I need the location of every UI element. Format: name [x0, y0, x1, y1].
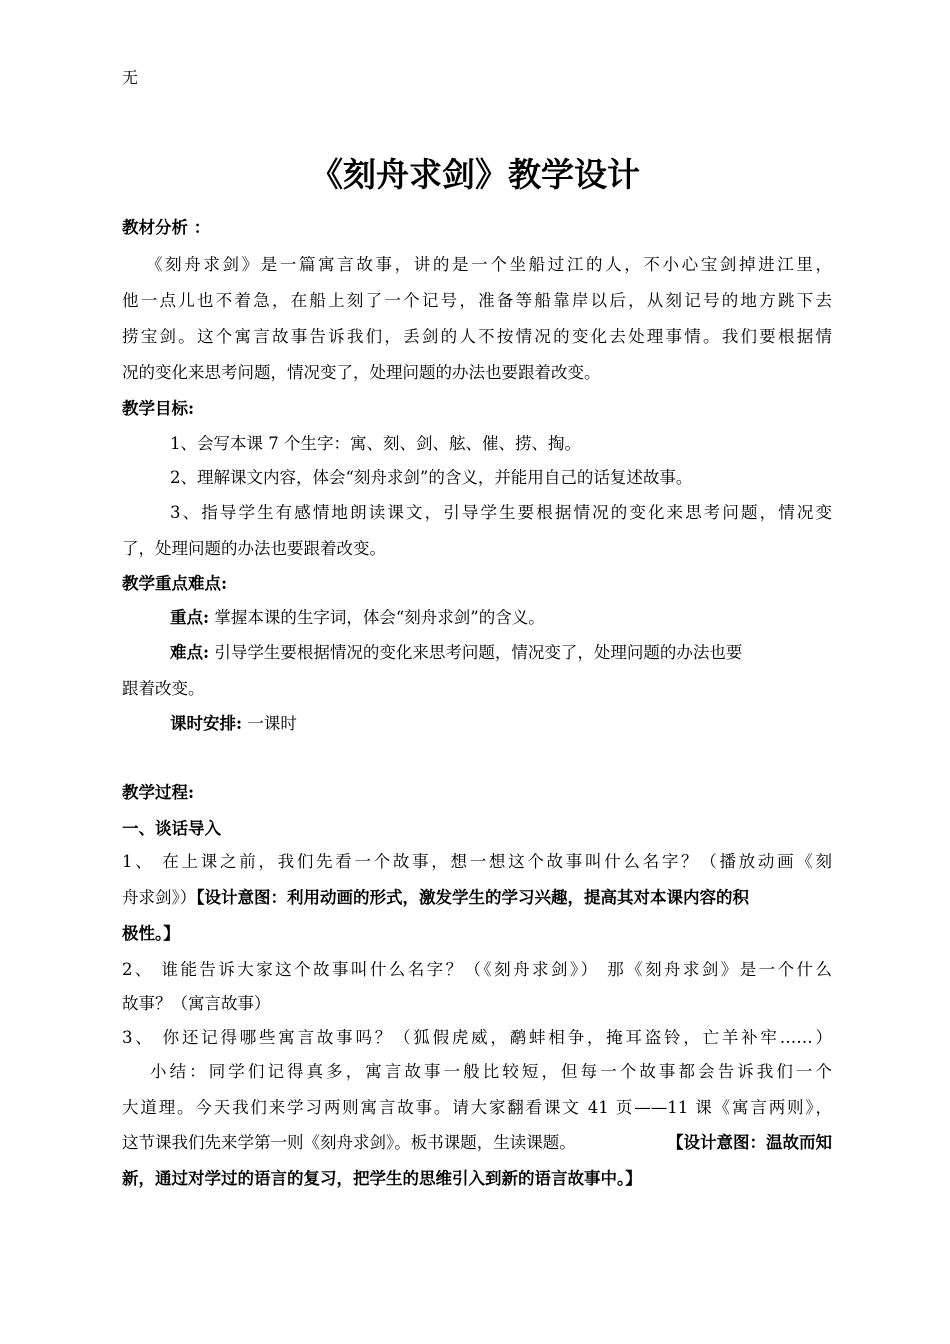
question-1-line-1: 1、 在上课之前，我们先看一个故事，想一想这个故事叫什么名字？（播放动画《刻: [122, 852, 832, 871]
document-title: 《刻舟求剑》教学设计: [310, 155, 640, 194]
analysis-line-3: 捞宝剑。这个寓言故事告诉我们，丢剑的人不按情况的变化去处理事情。我们要根据情: [122, 327, 832, 346]
section-1-heading: 一、谈话导入: [122, 819, 221, 838]
analysis-heading: 教材分析 ：: [122, 218, 211, 237]
objective-item-3: 3、指导学生有感情地朗读课文，引导学生要根据情况的变化来思考问题，情况变: [170, 503, 832, 522]
key-point-text: 掌握本课的生字词，体会“刻舟求剑”的含义。: [214, 608, 545, 627]
question-2-line-2: 故事？（寓言故事）: [122, 994, 271, 1013]
question-1-line-2: [122, 886, 832, 910]
difficult-point-text: 引导学生要根据情况的变化来思考问题，情况变了，处理问题的办法也要: [214, 643, 743, 662]
analysis-line-4: 况的变化来思考问题，情况变了，处理问题的办法也要跟着改变。: [122, 363, 601, 382]
difficult-point-label: 难点:: [170, 643, 210, 662]
objective-item-3-cont: 了，处理问题的办法也要跟着改变。: [122, 539, 386, 558]
objective-item-2: 2、理解课文内容，体会“刻舟求剑”的含义，并能用自己的话复述故事。: [170, 468, 693, 487]
analysis-line-2: 他一点儿也不着急，在船上刻了一个记号，准备等船靠岸以后，从刻记号的地方跳下去: [122, 291, 832, 310]
question-3-line-1: 3、 你还记得哪些寓言故事吗？（狐假虎威，鹬蚌相争，掩耳盗铃，亡羊补牢……）: [122, 1028, 832, 1047]
difficult-point-row: [170, 641, 832, 665]
design-intent-2: 【设计意图：温故而知: [667, 1133, 832, 1152]
objectives-heading: 教学目标:: [122, 399, 195, 418]
page-header-text: 无: [122, 68, 139, 87]
summary-line-3: [122, 1131, 832, 1155]
schedule-label: 课时安排:: [170, 714, 243, 733]
summary-line-3-text: 这节课我们先来学第一则《刻舟求剑》。板书课题，生读课题。: [122, 1133, 576, 1152]
objective-item-1: 1、会写本课 7 个生字：寓、刻、剑、舷、催、捞、掏。: [170, 434, 581, 453]
key-point-row: [170, 606, 832, 630]
schedule-row: [170, 712, 832, 736]
analysis-line-1: 《刻舟求剑》是一篇寓言故事，讲的是一个坐船过江的人，不小心宝剑掉进江里，: [146, 255, 832, 274]
key-points-heading: 教学重点难点:: [122, 574, 228, 593]
summary-line-2: 大道理。今天我们来学习两则寓言故事。请大家翻看课文 41 页——11 课《寓言两则》，: [122, 1098, 832, 1117]
design-intent-2-cont: 新，通过对学过的语言的复习，把学生的思维引入到新的语言故事中。】: [122, 1169, 642, 1188]
difficult-point-text-cont: 跟着改变。: [122, 679, 205, 698]
question-2-line-1: 2、 谁能告诉大家这个故事叫什么名字？（《刻舟求剑》） 那《刻舟求剑》是一个什么: [122, 960, 832, 979]
summary-line-1: 小结：同学们记得真多，寓言故事一般比较短，但每一个故事都会告诉我们一个: [150, 1062, 832, 1081]
process-heading: 教学过程:: [122, 783, 195, 802]
design-intent-1: 【设计意图：利用动画的形式，激发学生的学习兴趣，提高其对本课内容的积: [196, 888, 749, 907]
design-intent-1-cont: 极性。】: [122, 924, 180, 943]
question-1-animation-ref: 舟求剑》）: [122, 888, 197, 907]
schedule-text: 一课时: [247, 714, 297, 733]
key-point-label: 重点:: [170, 608, 210, 627]
